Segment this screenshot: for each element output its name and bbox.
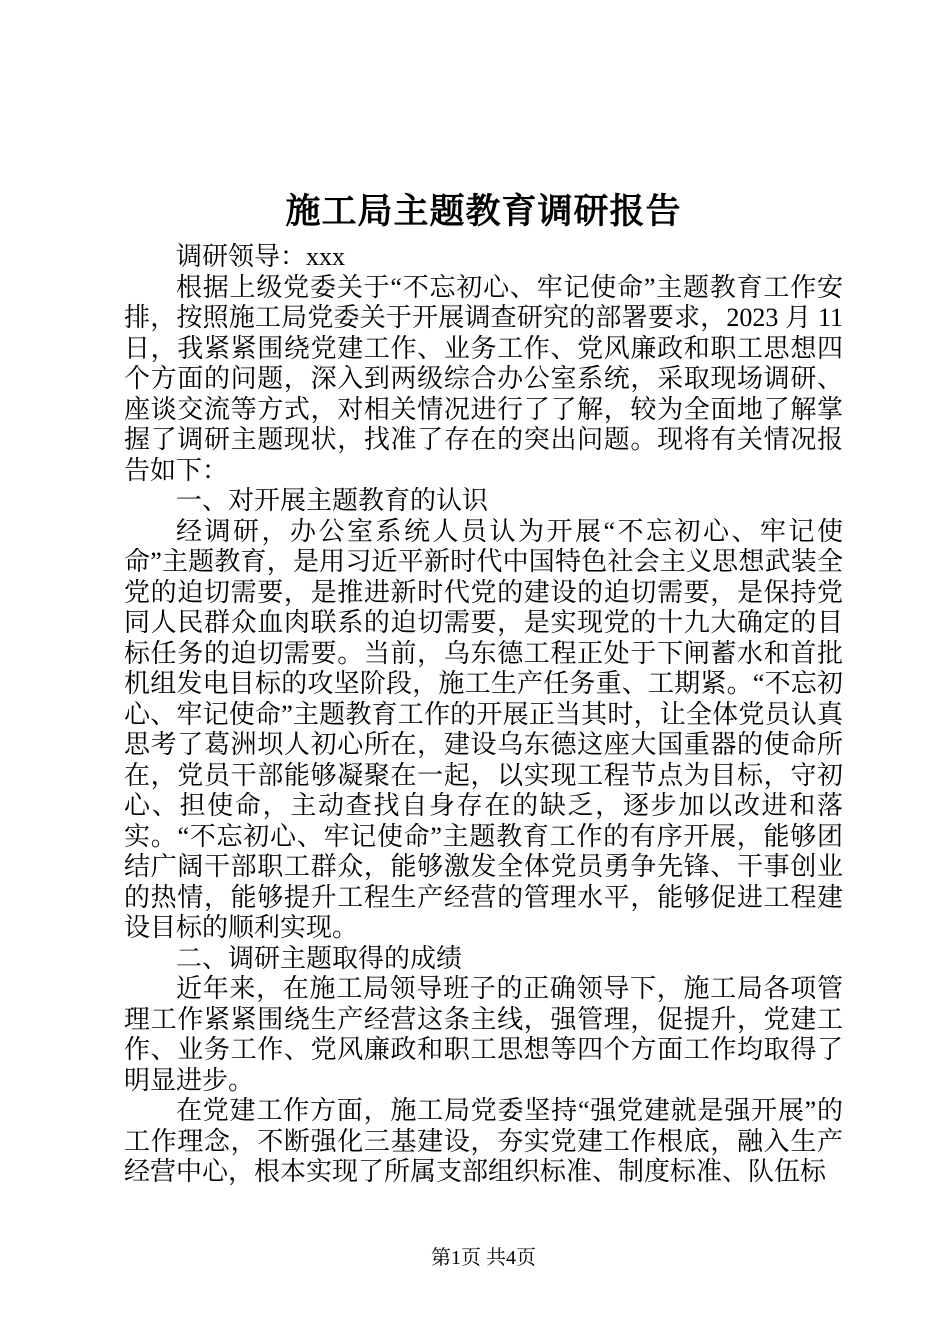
page-number-label: 第1页 共4页 (431, 1247, 536, 1269)
paragraph: 在党建工作方面，施工局党委坚持“强党建就是强开展”的工作理念，不断强化三基建设，夯实党建工作根底，融入生产经营中心，根本实现了所属支部组织标准、制度标准、队伍标 (124, 1096, 843, 1186)
paragraph: 近年来，在施工局领导班子的正确领导下，施工局各项管理工作紧紧围绕生产经营这条主线，强管理，促提升，党建工作、业务工作、党风廉政和职工思想等四个方面工作均取得了明显进步。 (124, 974, 843, 1095)
paragraph: 根据上级党委关于“不忘初心、牢记使命”主题教育工作安排，按照施工局党委关于开展调查研究的部署要求，2023 月 11 日，我紧紧围绕党建工作、业务工作、党风廉政和职工思想四个方面的问题，深入到两级综合办公室系统，采取现场调研、座谈交流等方式，对相关情况进行了了解，较为全面地了解掌握了调研主题现状，找准了存在的突出问题。现将有关情况报告如下： (124, 272, 843, 485)
section-heading: 二、调研主题取得的成绩 (176, 943, 463, 973)
page-footer (124, 1241, 843, 1270)
document-body (124, 242, 843, 1188)
document-title: 施工局主题教育调研报告 (285, 192, 682, 231)
paragraph: 经调研，办公室系统人员认为开展“不忘初心、牢记使命”主题教育，是用习近平新时代中国特色社会主义思想武装全党的迫切需要，是推进新时代党的建设的迫切需要，是保持党同人民群众血肉联系的迫切需要，是实现党的十九大确定的目标任务的迫切需要。当前，乌东德工程正处于下闸蓄水和首批机组发电目标的攻坚阶段，施工生产任务重、工期紧。“不忘初心、牢记使命”主题教育工作的开展正当其时，让全体党员认真思考了葛洲坝人初心所在，建设乌东德这座大国重器的使命所在，党员干部能够凝聚在一起，以实现工程节点为目标，守初心、担使命，主动查找自身存在的缺乏，逐步加以改进和落实。“不忘初心、牢记使命”主题教育工作的有序开展，能够团结广阔干部职工群众，能够激发全体党员勇争先锋、干事创业的热情，能够提升工程生产经营的管理水平，能够促进工程建设目标的顺利实现。 (124, 516, 843, 942)
section-heading: 一、对开展主题教育的认识 (176, 486, 489, 515)
byline: 调研领导：xxx (176, 242, 346, 271)
